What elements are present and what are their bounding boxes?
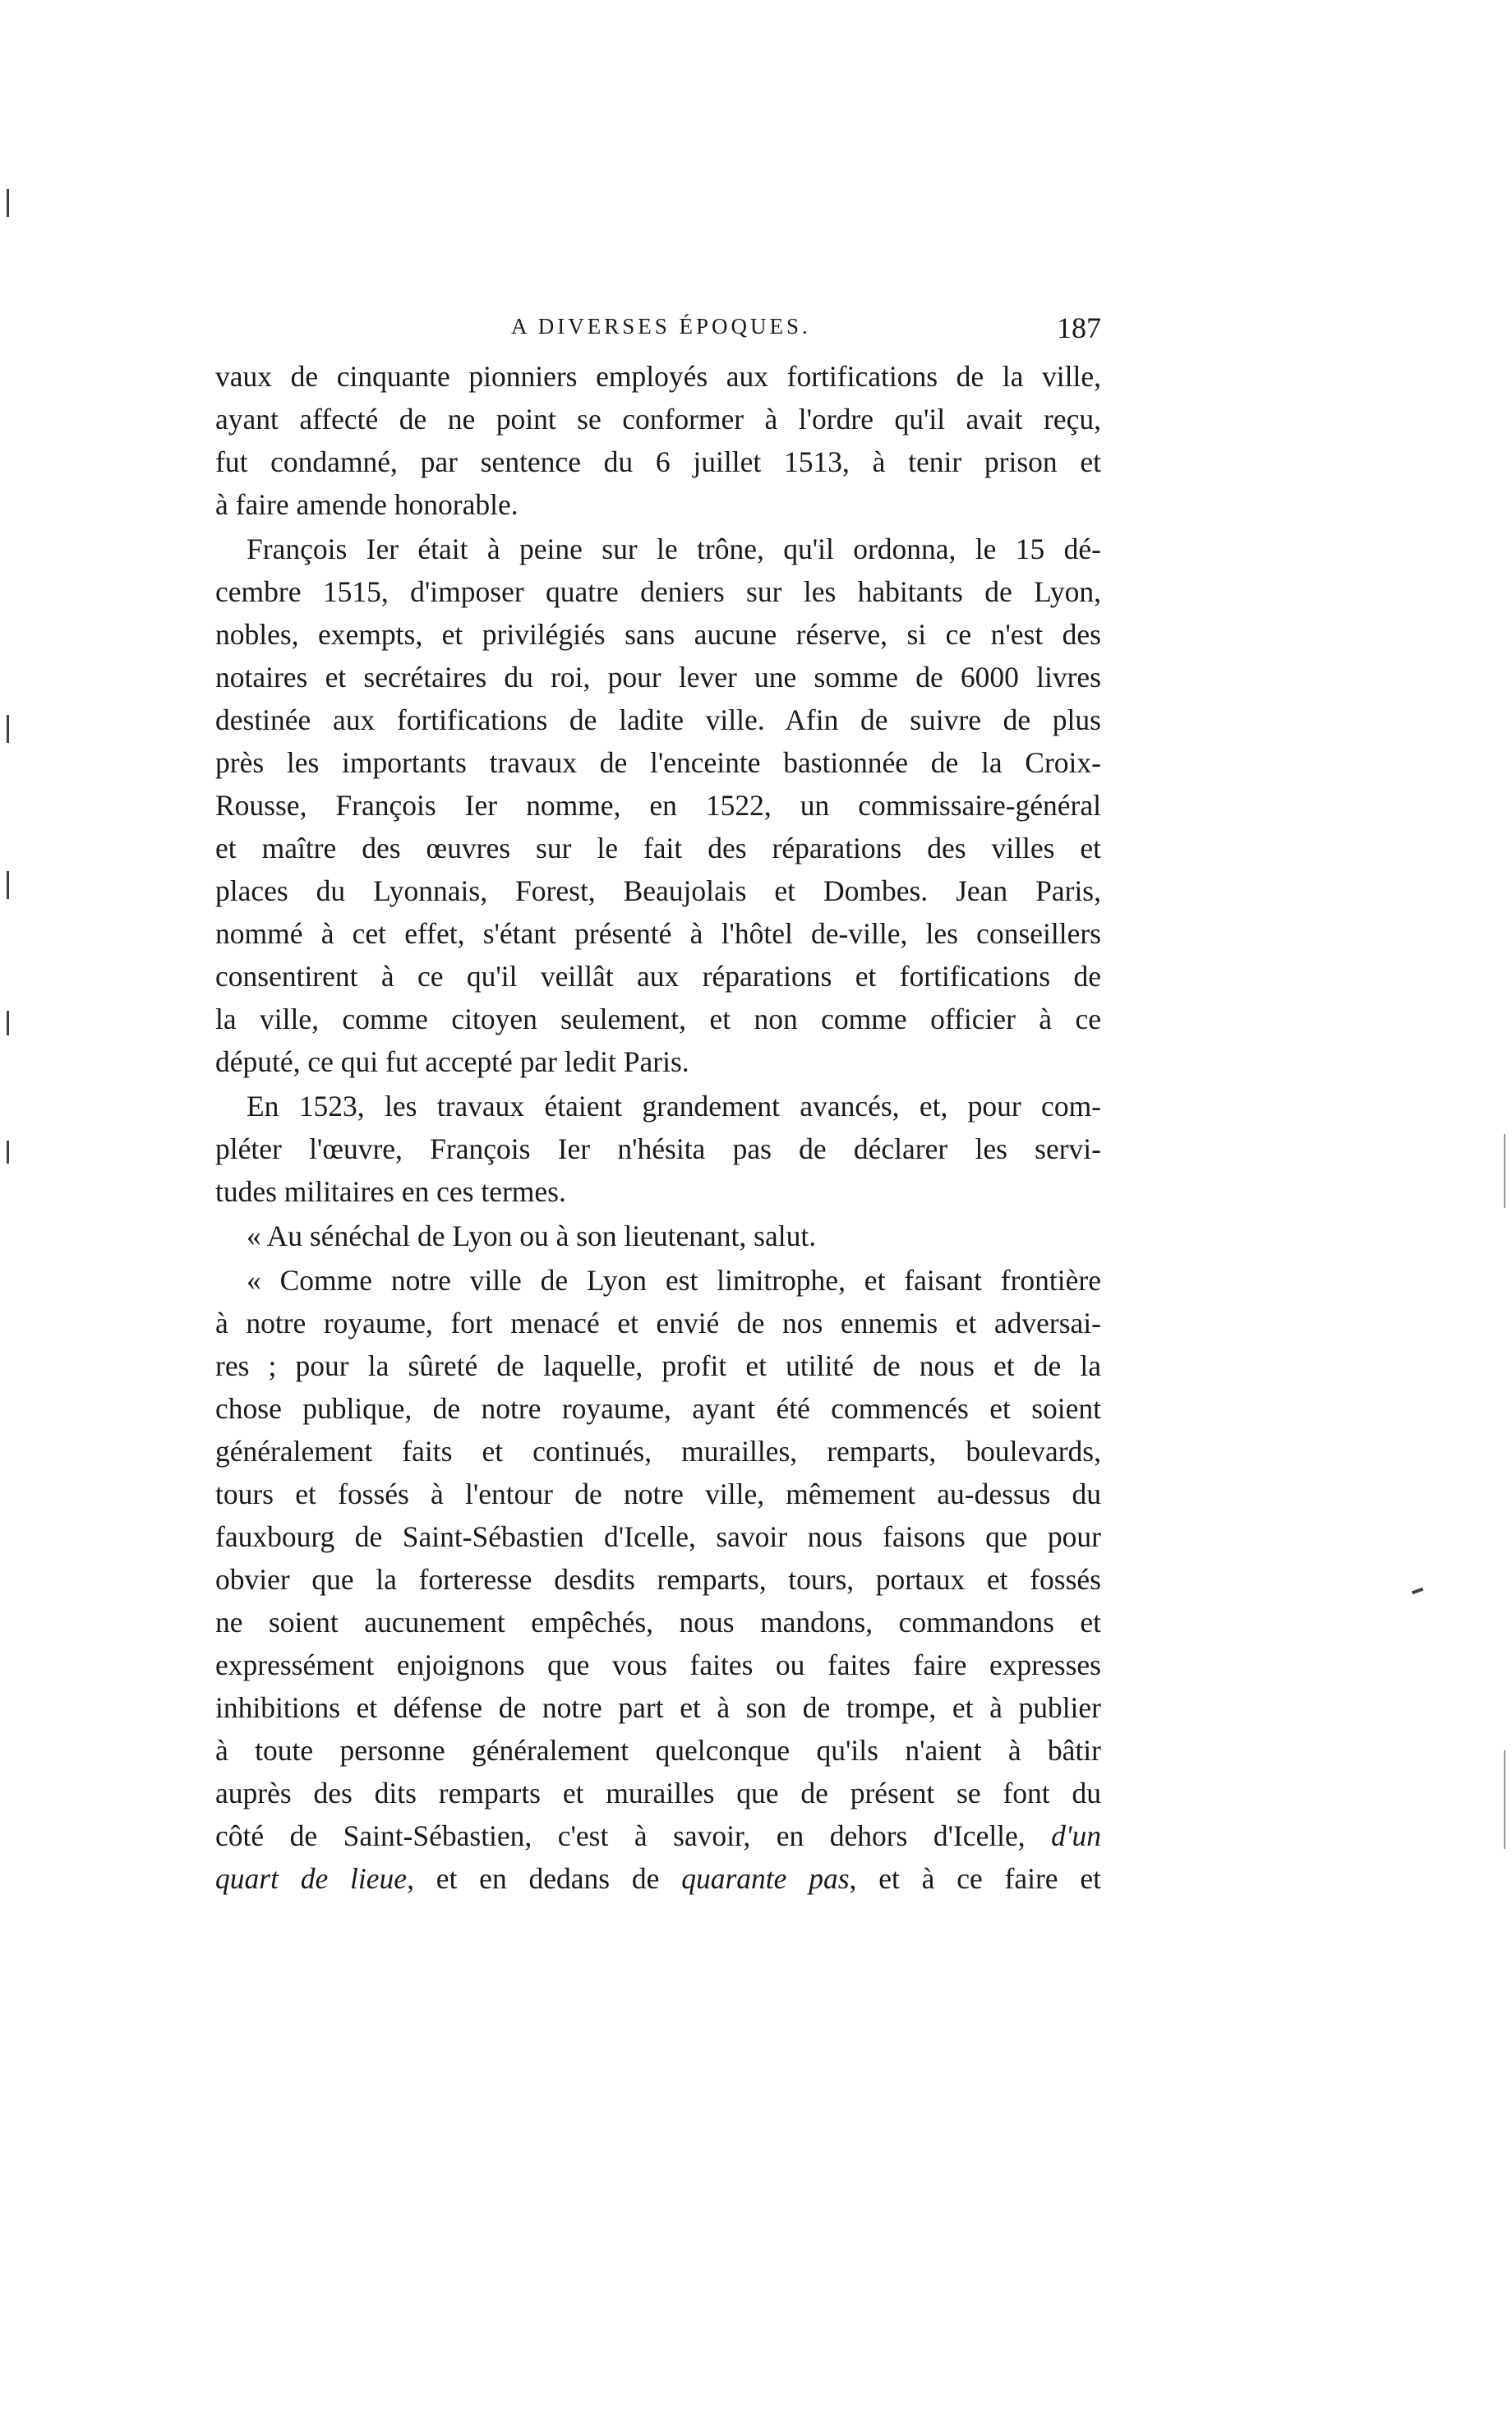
- text-line: à faire amende honorable.: [215, 488, 519, 521]
- paragraph: [215, 528, 1101, 1083]
- text-line: res ; pour la sûreté de laquelle, profit et utilité de nous et de la: [215, 1349, 1101, 1382]
- text-line: consentirent à ce qu'il veillât aux réparations et fortifications de: [215, 960, 1101, 993]
- text-line: « Au sénéchal de Lyon ou à son lieutenant, salut.: [247, 1219, 817, 1252]
- text-line: Rousse, François Ier nomme, en 1522, un commissaire-général: [215, 789, 1101, 822]
- italic-phrase: quart de lieue: [215, 1862, 408, 1895]
- page-header: [215, 311, 1101, 352]
- text-line: ne soient aucunement empêchés, nous mandons, commandons et: [215, 1606, 1101, 1639]
- text-line: près les importants travaux de l'enceinte bastionnée de la Croix-: [215, 746, 1101, 779]
- scan-edge-mark: [1504, 1134, 1505, 1208]
- text-line: nommé à cet effet, s'étant présenté à l'hôtel de-ville, les conseillers: [215, 917, 1101, 950]
- text-line-with-italic: [215, 1814, 1101, 1857]
- italic-phrase: d'un: [1051, 1819, 1102, 1852]
- line-tail: , et à ce faire et: [849, 1862, 1101, 1895]
- line-text: côté de Saint-Sébastien, c'est à savoir, en dehors d'Icelle,: [215, 1819, 1026, 1852]
- paragraph: [215, 1085, 1101, 1213]
- text-line: expressément enjoignons que vous faites ou faites faire expresses: [215, 1648, 1101, 1681]
- text-line-with-italic: quart de lieue, et en dedans de quarante pas, et à ce faire et: [215, 1862, 1101, 1895]
- ink-speck: [1412, 1588, 1424, 1595]
- text-line: vaux de cinquante pionniers employés aux fortifications de la ville,: [215, 360, 1101, 393]
- paragraph: [215, 355, 1101, 526]
- text-line: généralement faits et continués, murailles, remparts, boulevards,: [215, 1435, 1101, 1468]
- scan-edge-mark: [7, 715, 9, 743]
- body-text: [215, 355, 1101, 1900]
- italic-phrase: quarante pas: [681, 1862, 850, 1895]
- text-line: chose publique, de notre royaume, ayant été commencés et soient: [215, 1392, 1101, 1425]
- scan-edge-mark: [7, 871, 9, 899]
- scan-edge-mark: [7, 1141, 9, 1164]
- scan-edge-mark: [7, 189, 9, 217]
- text-line: député, ce qui fut accepté par ledit Paris.: [215, 1045, 689, 1078]
- text-line: nobles, exempts, et privilégiés sans aucune réserve, si ce n'est des: [215, 618, 1101, 651]
- text-line: à toute personne généralement quelconque qu'ils n'aient à bâtir: [215, 1734, 1101, 1767]
- text-line: tudes militaires en ces termes.: [215, 1175, 566, 1208]
- text-line: obvier que la forteresse desdits remparts, tours, portaux et fossés: [215, 1563, 1101, 1596]
- text-line: tours et fossés à l'entour de notre ville, mêmement au-dessus du: [215, 1478, 1101, 1510]
- text-line: ayant affecté de ne point se conformer à l'ordre qu'il avait reçu,: [215, 403, 1101, 436]
- text-line: En 1523, les travaux étaient grandement avancés, et, pour com-: [247, 1090, 1101, 1123]
- text-line: destinée aux fortifications de ladite ville. Afin de suivre de plus: [215, 703, 1101, 736]
- scan-edge-mark: [1504, 1750, 1505, 1849]
- text-line: François Ier était à peine sur le trône, qu'il ordonna, le 15 dé-: [247, 532, 1101, 565]
- text-line: inhibitions et défense de notre part et à son de trompe, et à publier: [215, 1691, 1101, 1724]
- text-line: et maître des œuvres sur le fait des réparations des villes et: [215, 832, 1101, 864]
- text-line: à notre royaume, fort menacé et envié de nos ennemis et adversai-: [215, 1307, 1101, 1339]
- text-line: fauxbourg de Saint-Sébastien d'Icelle, savoir nous faisons que pour: [215, 1520, 1101, 1553]
- text-line: « Comme notre ville de Lyon est limitrophe, et faisant frontière: [247, 1264, 1101, 1297]
- text-line: auprès des dits remparts et murailles que de présent se font du: [215, 1777, 1101, 1810]
- paragraph: [215, 1215, 1101, 1257]
- text-line: fut condamné, par sentence du 6 juillet 1513, à tenir prison et: [215, 445, 1101, 478]
- text-line: cembre 1515, d'imposer quatre deniers sur les habitants de Lyon,: [215, 575, 1101, 608]
- running-head: A DIVERSES ÉPOQUES.: [511, 314, 811, 339]
- page-number: 187: [1057, 311, 1101, 344]
- text-line: notaires et secrétaires du roi, pour lever une somme de 6000 livres: [215, 661, 1101, 694]
- text-line: la ville, comme citoyen seulement, et non comme officier à ce: [215, 1003, 1101, 1035]
- text-line: places du Lyonnais, Forest, Beaujolais et Dombes. Jean Paris,: [215, 874, 1101, 907]
- text-line: pléter l'œuvre, François Ier n'hésita pas de déclarer les servi-: [215, 1132, 1101, 1165]
- paragraph: [215, 1259, 1101, 1900]
- scan-edge-mark: [7, 1011, 9, 1035]
